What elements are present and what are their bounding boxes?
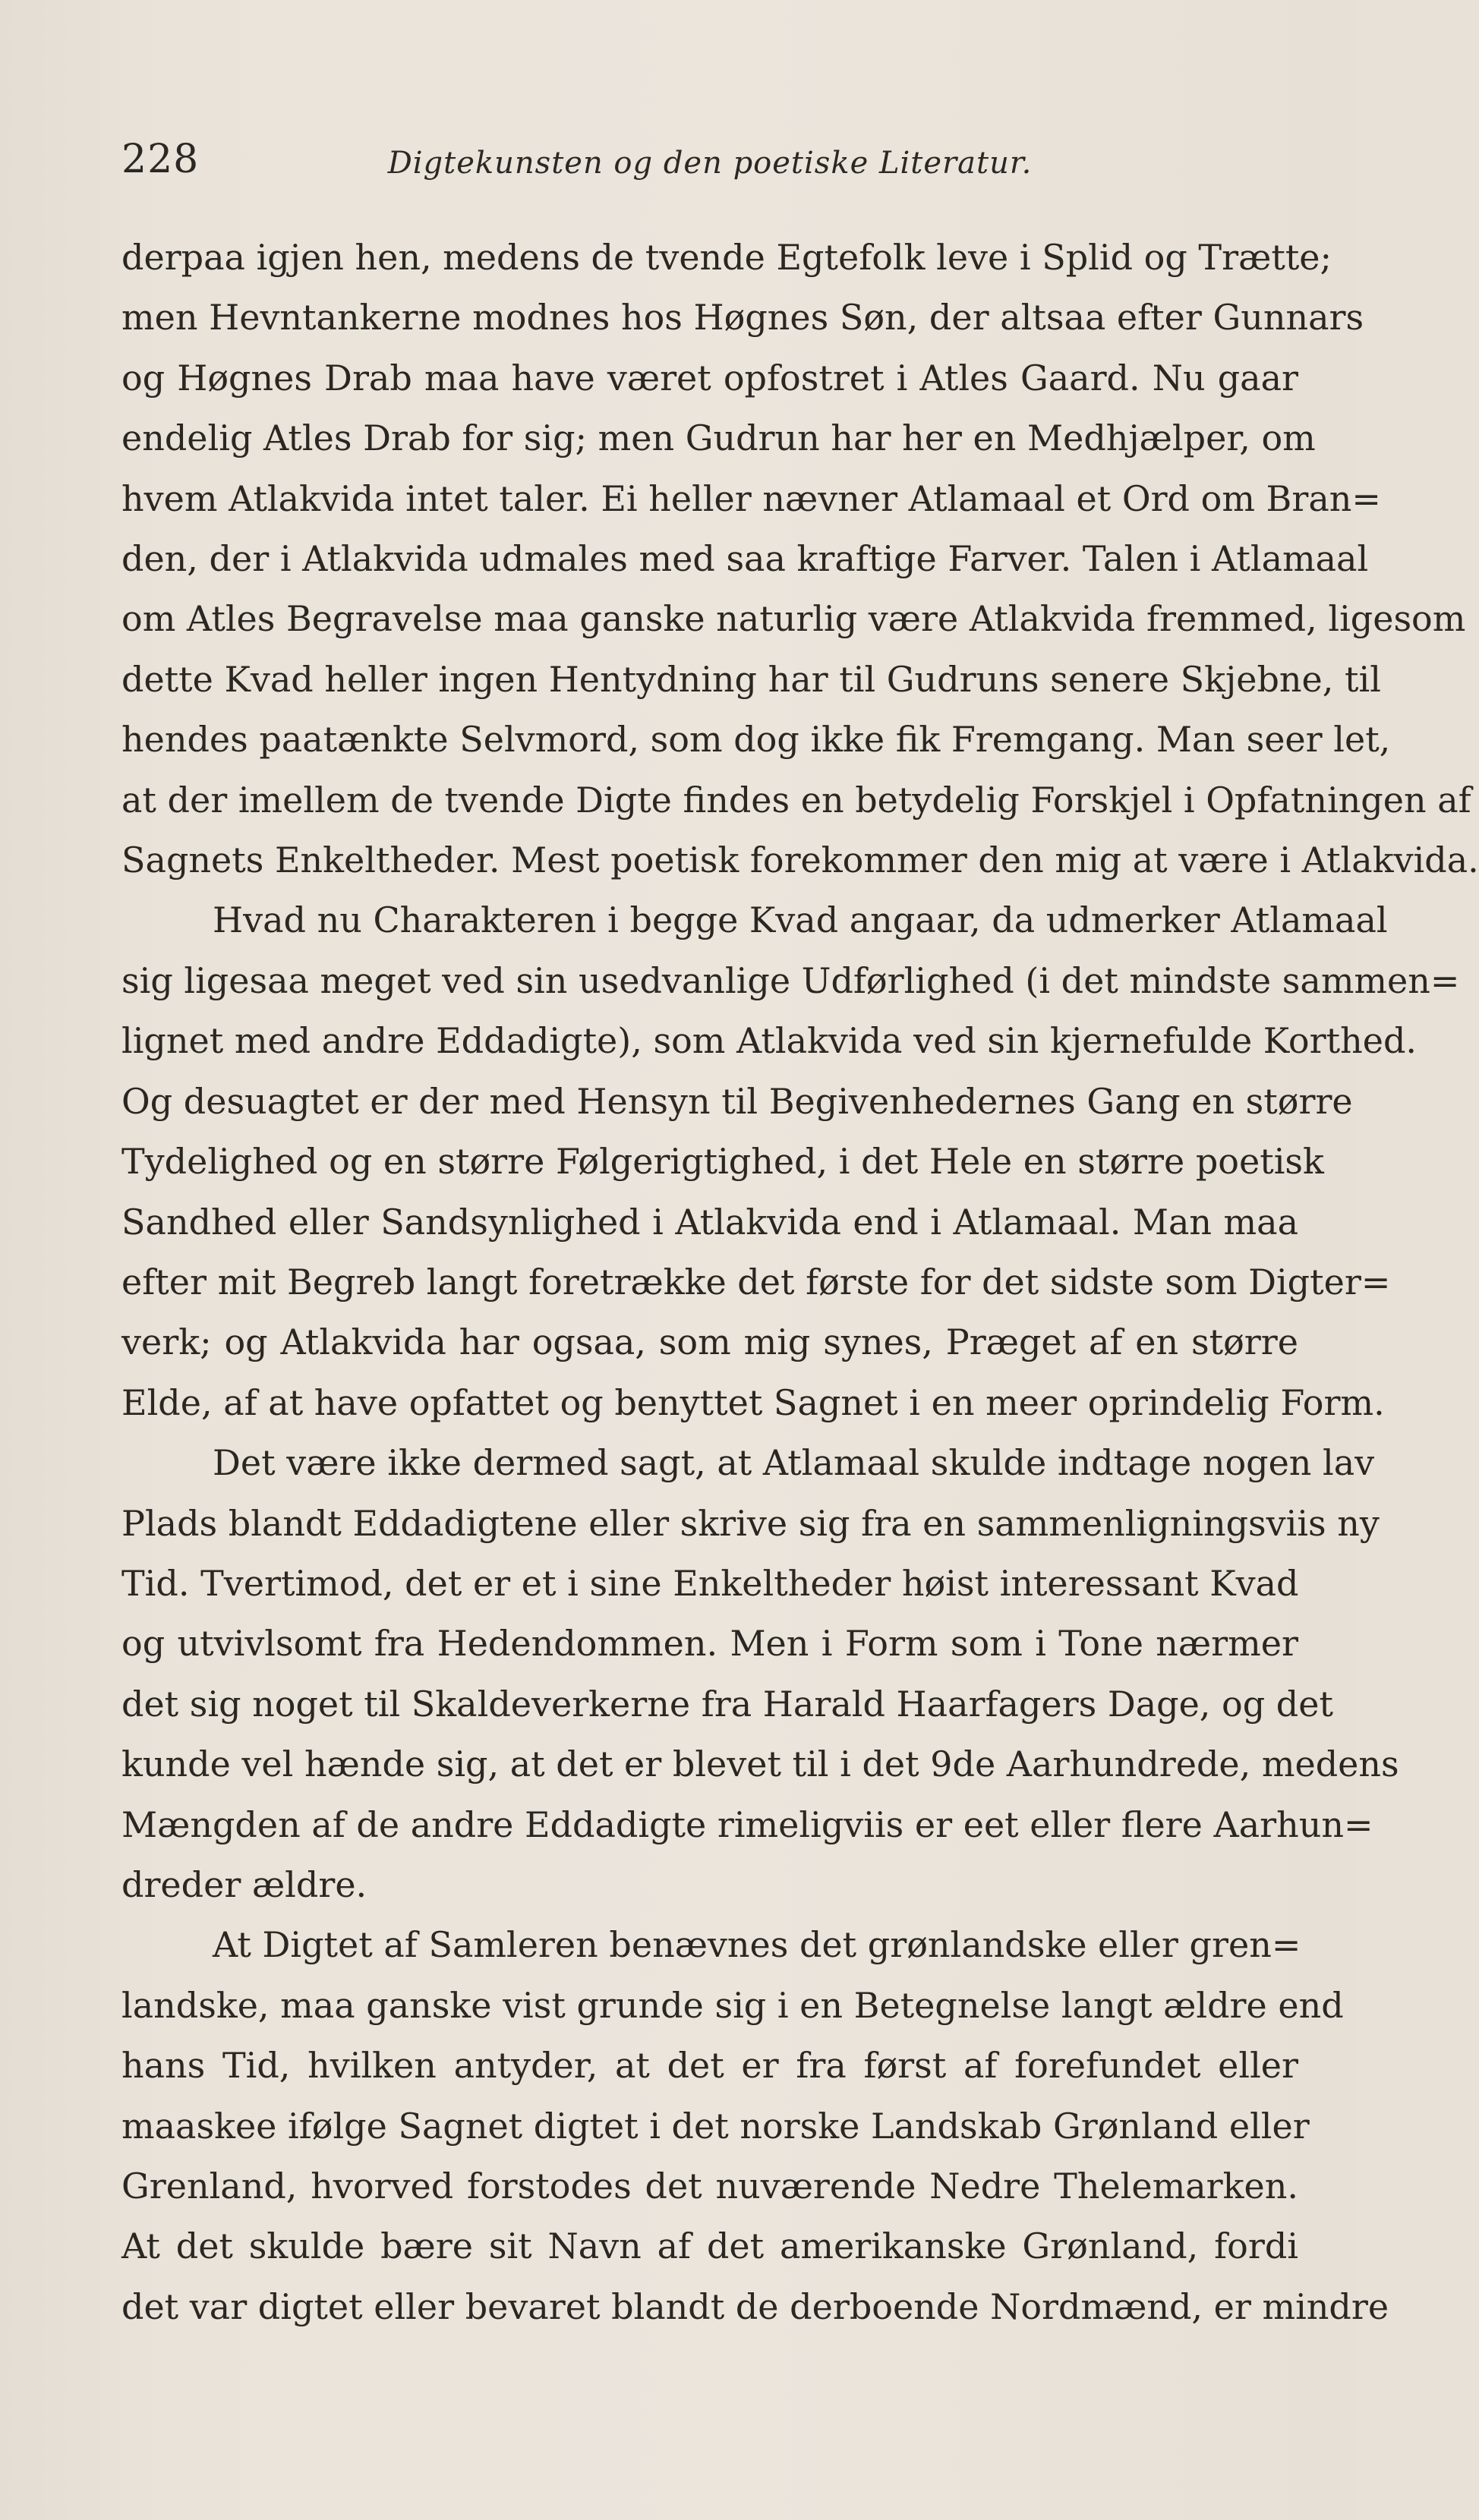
text-line: kunde vel hænde sig, at det er blevet til i det 9de Aarhundrede, medens (121, 1744, 1399, 1785)
text-line: hvem Atlakvida intet taler. Ei heller nævner Atlamaal et Ord om Bran= (121, 477, 1381, 519)
text-line: Hvad nu Charakteren i begge Kvad angaar, da udmerker Atlamaal (213, 899, 1388, 941)
text-line: Det være ikke dermed sagt, at Atlamaal skulde indtage nogen lav (213, 1442, 1375, 1484)
text-line: at der imellem de tvende Digte findes en betydelig Forskjel i Opfatningen af (121, 779, 1471, 821)
text-line: Tydelighed og en større Følgerigtighed, i det Hele en større poetisk (121, 1141, 1324, 1183)
page-number: 228 (121, 137, 200, 182)
text-line: derpaa igjen hen, medens de tvende Egtefolk leve i Splid og Trætte; (121, 237, 1332, 278)
text-line: Sandhed eller Sandsynlighed i Atlakvida end i Atlamaal. Man maa (121, 1201, 1298, 1243)
paragraph-2 (121, 890, 1460, 1433)
text-line: om Atles Begravelse maa ganske naturlig være Atlakvida fremmed, ligesom (121, 598, 1466, 640)
text-line: dette Kvad heller ingen Hentydning har til Gudruns senere Skjebne, til (121, 658, 1381, 700)
body-text (121, 228, 1479, 2337)
text-line: lignet med andre Eddadigte), som Atlakvida ved sin kjernefulde Korthed. (121, 1020, 1418, 1062)
text-line: den, der i Atlakvida udmales med saa kraftige Farver. Talen i Atlamaal (121, 538, 1369, 580)
text-line: Mængden af de andre Eddadigte rimeligviis er eet eller flere Aarhun= (121, 1803, 1373, 1845)
text-line: endelig Atles Drab for sig; men Gudrun har her en Medhjælper, om (121, 417, 1316, 459)
text-line: men Hevntankerne modnes hos Høgnes Søn, der altsaa efter Gunnars (121, 297, 1364, 339)
text-line: dreder ældre. (121, 1863, 367, 1905)
text-line: Sagnets Enkeltheder. Mest poetisk forekommer den mig at være i Atlakvida. (121, 839, 1479, 881)
paragraph-3 (121, 1433, 1399, 1915)
text-line: hendes paatænkte Selvmord, som dog ikke fik Fremgang. Man seer let, (121, 719, 1391, 761)
text-line: Og desuagtet er der med Hensyn til Begivenhedernes Gang en større (121, 1080, 1353, 1122)
text-line: efter mit Begreb langt foretrække det første for det sidste som Digter= (121, 1261, 1391, 1303)
running-title: Digtekunsten og den poetiske Literatur. (387, 146, 1033, 181)
text-line: At Digtet af Samleren benævnes det grønlandske eller gren= (213, 1924, 1301, 1966)
text-line: At det skulde bære sit Navn af det amerikanske Grønland, fordi (121, 2225, 1298, 2267)
text-line: Grenland, hvorved forstodes det nuværende Nedre Thelemarken. (121, 2166, 1298, 2207)
page-header (121, 137, 1298, 190)
text-line: og utvivlsomt fra Hedendommen. Men i Form som i Tone nærmer (121, 1623, 1298, 1665)
text-line: Elde, af at have opfattet og benyttet Sagnet i en meer oprindelig Form. (121, 1381, 1385, 1423)
text-line: og Høgnes Drab maa have været opfostret i Atles Gaard. Nu gaar (121, 357, 1298, 398)
text-line: verk; og Atlakvida har ogsaa, som mig synes, Præget af en større (121, 1321, 1298, 1363)
text-line: det sig noget til Skaldeverkerne fra Harald Haarfagers Dage, og det (121, 1683, 1333, 1725)
paragraph-4 (121, 1915, 1389, 2337)
text-line: maaskee ifølge Sagnet digtet i det norske Landskab Grønland eller (121, 2105, 1310, 2147)
text-line: sig ligesaa meget ved sin usedvanlige Udførlighed (i det mindste sammen= (121, 959, 1460, 1001)
text-line: Tid. Tvertimod, det er et i sine Enkeltheder høist interessant Kvad (121, 1562, 1299, 1604)
text-line: Plads blandt Eddadigtene eller skrive sig fra en sammenligningsviis ny (121, 1502, 1380, 1544)
text-line: det var digtet eller bevaret blandt de derboende Nordmænd, er mindre (121, 2285, 1389, 2327)
text-line: hans Tid, hvilken antyder, at det er fra først af forefundet eller (121, 2045, 1298, 2087)
paragraph-1 (121, 228, 1479, 890)
text-line: landske, maa ganske vist grunde sig i en Betegnelse langt ældre end (121, 1984, 1344, 2026)
